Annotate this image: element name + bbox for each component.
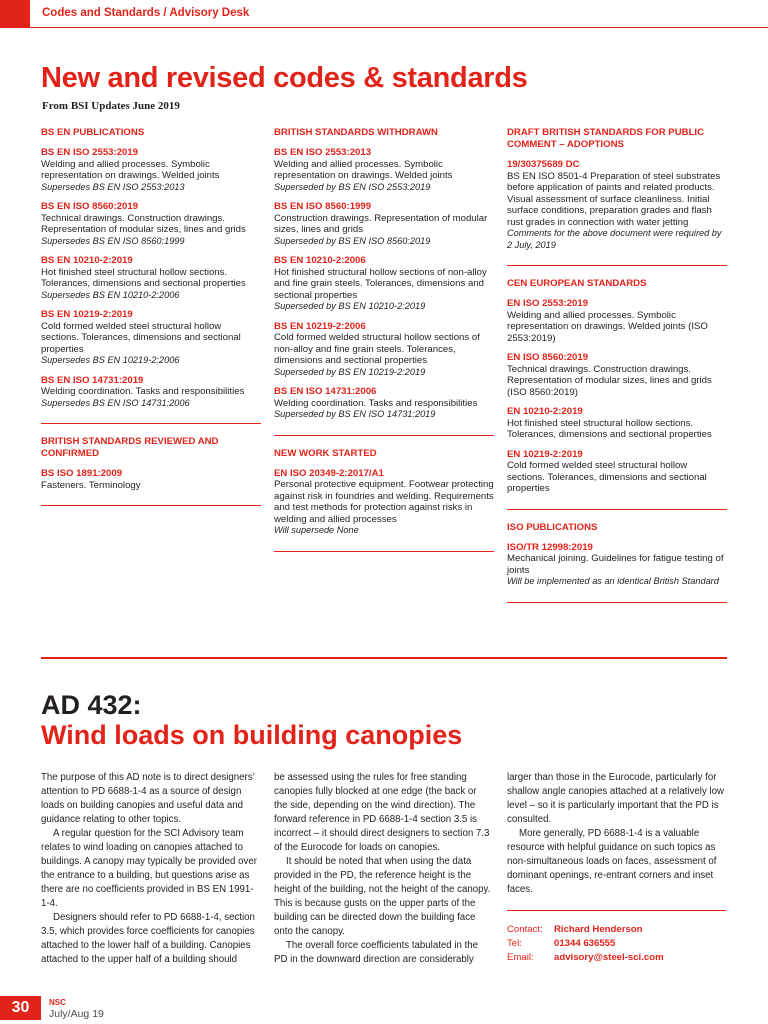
- magazine-name: NSC: [49, 998, 66, 1007]
- email-row: [507, 951, 727, 965]
- standard-description: Welding and allied processes. Symbolic representation on drawings. Welded joints (ISO 2553:2019): [507, 309, 708, 344]
- issue-date: July/Aug 19: [49, 1008, 104, 1020]
- standard-entry: [507, 352, 727, 398]
- standards-group-heading: DRAFT BRITISH STANDARDS FOR PUBLIC COMMENT – ADOPTIONS: [507, 127, 705, 150]
- standard-entry: [274, 386, 494, 421]
- standard-note: Superseded by BS EN ISO 2553:2019: [274, 181, 431, 192]
- standard-note: Superseded by BS EN 10219-2:2019: [274, 366, 426, 377]
- standard-code: BS EN ISO 2553:2013: [274, 147, 372, 158]
- group-divider: [274, 435, 494, 436]
- article-paragraph: The purpose of this AD note is to direct designers’ attention to PD 6688-1-4 as a source of design loads on building canopies and useful data and guidance relating to other topics.: [41, 772, 255, 825]
- page-number: 30: [0, 996, 41, 1020]
- standard-note: Superseded by BS EN ISO 14731:2019: [274, 409, 436, 419]
- standard-description: Hot finished steel structural hollow sections. Tolerances, dimensions and sectional properties: [507, 417, 712, 440]
- email-label: Email:: [507, 952, 534, 963]
- standards-column-1: [41, 127, 261, 506]
- standard-note: Supersedes BS EN ISO 8560:1999: [41, 235, 185, 246]
- contact-label: Contact:: [507, 924, 543, 935]
- standards-group-heading: BS EN PUBLICATIONS: [41, 127, 145, 138]
- standard-entry: [507, 542, 727, 588]
- section-label: Codes and Standards / Advisory Desk: [42, 7, 250, 19]
- standard-entry: [41, 375, 261, 410]
- standard-note: Comments for the above document were required by 2 July, 2019: [507, 228, 722, 250]
- standard-code: BS EN ISO 14731:2006: [274, 386, 377, 397]
- article-paragraph: be assessed using the rules for free standing canopies fully blocked at one edge (the back or the side, depending on the wind direction). The forward reference in PD 6688-1-4 section 3.5 is incorrect – it should direct designers to section 7.3 of the Eurocode for loads on canopies.: [274, 772, 490, 853]
- standard-code: EN ISO 20349-2:2017/A1: [274, 467, 384, 479]
- tel-row: [507, 937, 727, 951]
- tel-value: 01344 636555: [554, 938, 616, 949]
- standards-group-heading: CEN EUROPEAN STANDARDS: [507, 278, 647, 289]
- group-divider: [507, 602, 727, 603]
- standard-entry: [507, 406, 727, 441]
- standard-note: Supersedes BS EN 10210-2:2006: [41, 289, 180, 300]
- page-title: New and revised codes & standards: [41, 62, 528, 94]
- article-paragraph: The overall force coefficients tabulated in the PD in the downward direction are considerably: [274, 940, 479, 965]
- group-divider: [41, 423, 261, 424]
- standard-entry: [507, 298, 727, 344]
- standard-description: Cold formed welded structural hollow sections of non-alloy and fine grain steels. Tolerances, dimensions and sectional properties: [274, 332, 480, 366]
- standard-entry: [274, 468, 494, 537]
- standard-note: Supersedes BS EN ISO 14731:2006: [41, 397, 190, 408]
- standard-note: Will be implemented as an identical British Standard: [507, 576, 719, 586]
- standard-note: Supersedes BS EN ISO 2553:2013: [41, 181, 185, 192]
- standard-description: Hot finished structural hollow sections of non-alloy and fine grain steels. Tolerances, dimensions and sectional properties: [274, 266, 487, 301]
- article-column-1: [41, 771, 259, 967]
- standards-column-3: [507, 127, 727, 603]
- standard-code: BS EN ISO 14731:2019: [41, 374, 144, 386]
- standard-code: 19/30375689 DC: [507, 159, 580, 170]
- article-column-2: [274, 771, 492, 967]
- standard-code: BS EN ISO 2553:2019: [41, 147, 139, 158]
- tel-label: Tel:: [507, 938, 522, 949]
- standard-entry: [274, 255, 494, 313]
- standard-code: EN 10219-2:2019: [507, 448, 583, 460]
- standard-description: Personal protective equipment. Footwear protecting against risk in foundries and welding. Requirements and test methods for protection against risks in welding and allied processes: [274, 479, 494, 525]
- standard-note: Will supersede None: [274, 525, 359, 535]
- standard-description: Hot finished steel structural hollow sections. Tolerances, dimensions and sectional properties: [41, 266, 246, 289]
- standard-code: BS EN ISO 8560:2019: [41, 201, 139, 212]
- standard-note: Superseded by BS EN ISO 8560:2019: [274, 235, 431, 246]
- standard-code: BS EN 10219-2:2019: [41, 309, 133, 320]
- standard-code: ISO/TR 12998:2019: [507, 541, 593, 553]
- standard-code: EN ISO 8560:2019: [507, 352, 589, 363]
- standards-group-heading: ISO PUBLICATIONS: [507, 521, 598, 533]
- standard-description: Welding and allied processes. Symbolic representation on drawings. Welded joints: [41, 158, 220, 181]
- standard-code: EN 10210-2:2019: [507, 406, 583, 417]
- standard-code: BS EN 10210-2:2006: [274, 255, 366, 266]
- article-paragraph: Designers should refer to PD 6688-1-4, section 3.5, which provides force coefficients for canopies attached to the lower half of a building. Canopies attached to the upper half of a building should: [41, 912, 255, 965]
- standard-description: Cold formed welded steel structural hollow sections. Tolerances, dimensions and sectional properties: [507, 460, 707, 494]
- contact-block: [507, 923, 727, 965]
- article-paragraph: larger than those in the Eurocode, particularly for shallow angle canopies attached at a relatively low level – so it is particularly important that the PD is consulted.: [507, 772, 725, 825]
- article-paragraph: It should be noted that when using the data provided in the PD, the reference height is the height of the building, not the height of the canopy. This is because gusts on the upper parts of the building can be directed down the building face onto the canopy.: [274, 856, 491, 937]
- standards-column-2: [274, 127, 494, 552]
- group-divider: [41, 505, 261, 506]
- contact-row: [507, 923, 727, 937]
- standard-description: Fasteners. Terminology: [41, 479, 141, 491]
- group-divider: [507, 265, 727, 266]
- standards-group-heading: BRITISH STANDARDS WITHDRAWN: [274, 127, 438, 138]
- header-color-block: [0, 0, 30, 28]
- standard-entry: [41, 309, 261, 367]
- standard-description: Technical drawings. Construction drawings. Representation of modular sizes, lines and grids: [41, 212, 246, 235]
- standard-note: Superseded by BS EN 10210-2:2019: [274, 301, 426, 311]
- article-paragraph: A regular question for the SCI Advisory team relates to wind loading on canopies attached to buildings. A canopy may typically be provided over the entrance to a building, but questions arise as there are no coefficients provided in BS EN 1991-1-4.: [41, 828, 257, 909]
- standard-code: BS EN 10219-2:2006: [274, 320, 366, 332]
- standard-entry: [274, 201, 494, 247]
- standard-entry: [41, 147, 261, 193]
- standard-code: BS EN ISO 8560:1999: [274, 201, 372, 212]
- page-subtitle: From BSI Updates June 2019: [42, 100, 180, 112]
- standard-description: Technical drawings. Construction drawings. Representation of modular sizes, lines and grids (ISO 8560:2019): [507, 363, 712, 398]
- standard-note: Supersedes BS EN 10219-2:2006: [41, 355, 180, 365]
- standard-description: Welding coordination. Tasks and responsibilities: [41, 386, 245, 397]
- standard-description: BS EN ISO 8501-4 Preparation of steel substrates before application of paints and related products. Visual assessment of surface cleanliness. Initial surface conditions, preparation grades and flash rust grades in connection with water jetting: [507, 170, 721, 228]
- standard-code: BS ISO 1891:2009: [41, 468, 123, 479]
- standards-group-heading: BRITISH STANDARDS REVIEWED AND CONFIRMED: [41, 436, 219, 459]
- article-column-3: [507, 771, 725, 897]
- article-title: Wind loads on building canopies: [41, 720, 463, 750]
- standard-code: EN ISO 2553:2019: [507, 298, 589, 309]
- standard-entry: [41, 255, 261, 301]
- standard-description: Mechanical joining. Guidelines for fatigue testing of joints: [507, 553, 724, 576]
- standard-entry: [507, 159, 727, 251]
- header-rule: [30, 27, 768, 28]
- standard-code: BS EN 10210-2:2019: [41, 255, 133, 266]
- article-paragraph: More generally, PD 6688-1-4 is a valuable resource with helpful guidance on such topics as non-simultaneous loads on faces, assessment of dominant openings, re-entrant corners and inset faces.: [507, 828, 717, 895]
- email-link[interactable]: advisory@steel-sci.com: [554, 952, 664, 963]
- contact-rule: [507, 910, 726, 911]
- section-divider: [41, 657, 727, 659]
- standard-entry: [41, 468, 261, 491]
- article-number: AD 432:: [41, 690, 142, 720]
- standard-entry: [274, 147, 494, 193]
- standard-entry: [274, 321, 494, 379]
- contact-name: Richard Henderson: [554, 924, 643, 935]
- standards-group-heading: NEW WORK STARTED: [274, 447, 377, 459]
- standard-description: Welding coordination. Tasks and responsibilities: [274, 397, 478, 409]
- standard-description: Construction drawings. Representation of modular sizes, lines and grids: [274, 212, 488, 235]
- standard-entry: [507, 449, 727, 495]
- standard-entry: [41, 201, 261, 247]
- standard-description: Cold formed welded steel structural hollow sections. Tolerances, dimensions and sectional properties: [41, 320, 241, 355]
- top-bar: [0, 0, 768, 28]
- standard-description: Welding and allied processes. Symbolic representation on drawings. Welded joints: [274, 158, 453, 181]
- group-divider: [274, 551, 494, 552]
- group-divider: [507, 509, 727, 510]
